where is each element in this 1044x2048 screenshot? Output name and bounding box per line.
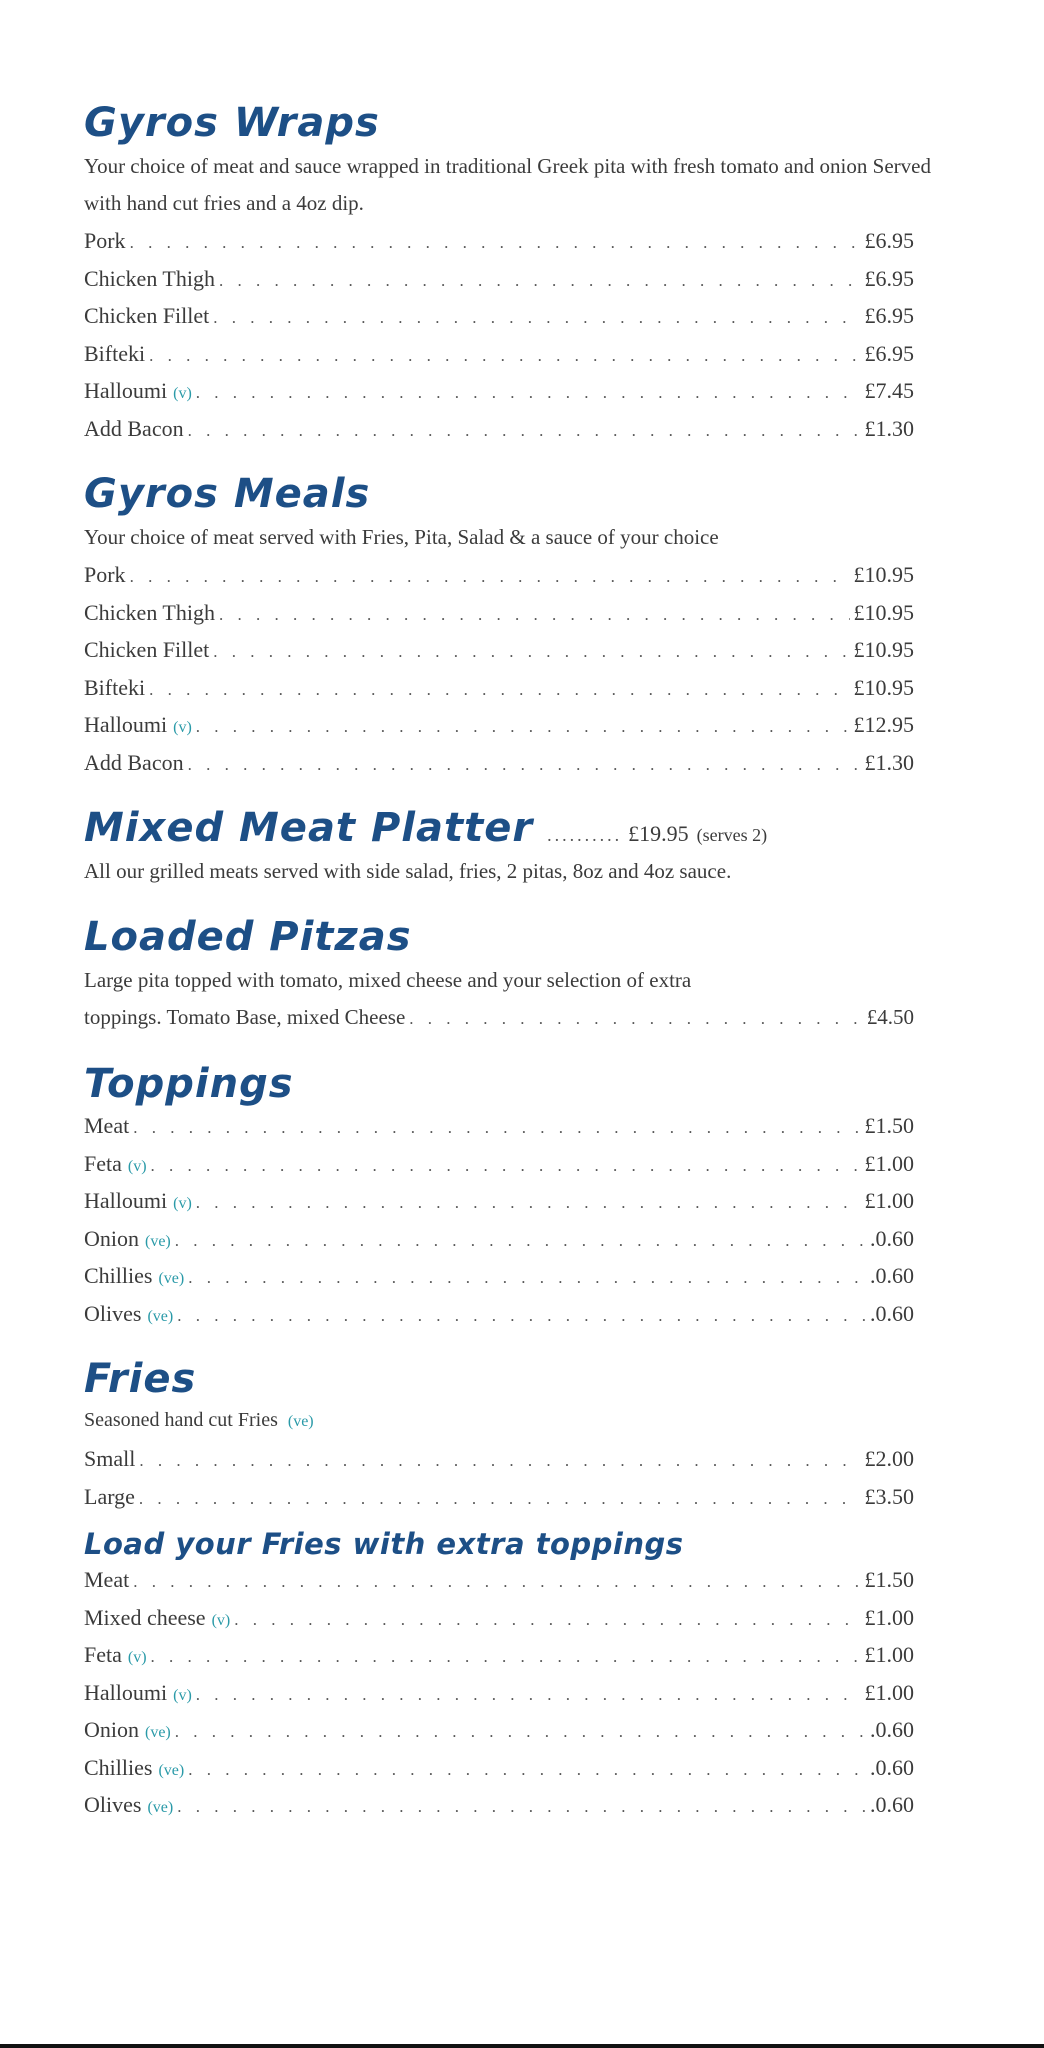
leader-dots (177, 1297, 866, 1335)
menu-item-price: £1.00 (864, 1188, 914, 1213)
menu-item-name: Add Bacon (84, 415, 184, 441)
menu-item-name: Olives (84, 1792, 142, 1817)
platter-serves: (serves 2) (696, 825, 768, 845)
menu-item-row (84, 1786, 914, 1824)
menu-item-row (84, 410, 914, 448)
menu-item-name: Bifteki (84, 674, 146, 700)
menu-item-name: Halloumi (84, 378, 168, 403)
menu-item-name: Onion (84, 1225, 139, 1251)
menu-item-row (84, 260, 914, 298)
menu-item-price: .0.60 (870, 1717, 914, 1742)
menu-item-price: £3.50 (864, 1483, 914, 1509)
menu-item-name: Feta (84, 1150, 122, 1176)
menu-item-row (84, 556, 914, 594)
menu-item-row (84, 372, 914, 410)
menu-item-price: £1.00 (864, 1604, 914, 1630)
pitza-price-line (84, 999, 914, 1037)
section-title: Loaded Pitzas (84, 914, 412, 960)
section-title: Mixed Meat Platter (84, 805, 534, 851)
menu-item-name: Chillies (84, 1263, 153, 1288)
pitza-base-text: toppings. Tomato Base, mixed Cheese (84, 1005, 406, 1029)
menu-item-price: £1.00 (864, 1679, 914, 1705)
leader-dots (213, 299, 860, 337)
diet-tag: (v) (127, 1157, 147, 1175)
menu-item-price: £10.95 (853, 599, 914, 625)
section-description: Large pita topped with tomato, mixed cheese and your selection of extra (84, 968, 692, 992)
leader-dots (196, 1676, 861, 1714)
menu-item-row (84, 669, 914, 707)
menu-item-row (84, 1440, 914, 1478)
menu-item-row (84, 1636, 914, 1674)
menu-item-price: £6.95 (864, 340, 914, 366)
diet-tag: (ve) (287, 1413, 314, 1430)
menu-item-price: £10.95 (853, 562, 914, 587)
menu-item-price: £1.30 (864, 749, 914, 775)
leader-dots (188, 412, 861, 450)
menu-item-row (84, 631, 914, 669)
platter-price: £19.95 (628, 821, 689, 846)
menu-item-row (84, 335, 914, 373)
leader-dots (175, 1713, 866, 1751)
menu-item-name: Halloumi (84, 1188, 168, 1213)
leader-dots (149, 671, 849, 709)
diet-tag: (v) (173, 1195, 192, 1212)
section-title: Fries (84, 1356, 197, 1402)
menu-item-price: £6.95 (864, 228, 914, 253)
leader-dots (139, 1442, 860, 1480)
diet-tag: (ve) (158, 1270, 185, 1287)
leader-dots (219, 596, 850, 634)
menu-item-price: £1.30 (864, 415, 914, 441)
menu-item-row (84, 1220, 914, 1258)
menu-item-price: £6.95 (864, 265, 914, 291)
section-title: Toppings (84, 1061, 294, 1107)
menu-item-name: Add Bacon (84, 749, 184, 775)
menu-item-price: £7.45 (864, 378, 914, 403)
menu-item-name: Large (84, 1483, 135, 1509)
diet-tag: (ve) (145, 1724, 171, 1741)
leader-dots (175, 1222, 866, 1260)
section-description: Your choice of meat served with Fries, Pita, Salad & a sauce of your choice (84, 525, 719, 549)
menu-item-row (84, 1674, 914, 1712)
menu-item-name: Chillies (84, 1754, 153, 1780)
menu-item-name: Chicken Fillet (84, 303, 210, 328)
menu-item-row (84, 1295, 914, 1333)
fries-note-text: Seasoned hand cut Fries (84, 1409, 278, 1431)
leader-dots (196, 1184, 861, 1222)
menu-list (84, 556, 964, 781)
toppings-section (84, 1061, 964, 1332)
menu-item-name: Halloumi (84, 712, 168, 737)
menu-list (84, 222, 964, 447)
menu-item-row (84, 706, 914, 744)
leader-dots (151, 1638, 861, 1676)
menu-item-price: .0.60 (870, 1263, 914, 1288)
section-title: Load your Fries with extra toppings (84, 1527, 684, 1561)
menu-item-name: Feta (84, 1642, 122, 1667)
leader-dots (133, 1563, 860, 1601)
menu-item-name: Meat (84, 1113, 130, 1138)
menu-item-name: Meat (84, 1567, 130, 1592)
load-fries-section (84, 1527, 964, 1824)
menu-item-name: Bifteki (84, 340, 146, 366)
leader-dots (188, 1751, 866, 1789)
leader-dots (409, 1000, 862, 1037)
fries-note (84, 1402, 964, 1440)
leader-dots (234, 1601, 860, 1639)
menu-item-row (84, 222, 914, 260)
diet-tag: (ve) (145, 1232, 171, 1250)
menu-item-price: £2.00 (864, 1446, 914, 1471)
diet-tag: (v) (211, 1611, 231, 1629)
menu-item-price: £10.95 (853, 637, 914, 662)
menu-item-row (84, 1561, 914, 1599)
leader-dots (196, 374, 861, 412)
gyros-wraps-section (84, 100, 964, 447)
menu-item-price: £1.00 (864, 1642, 914, 1667)
section-description: Your choice of meat and sauce wrapped in traditional Greek pita with fresh tomato and onion Served with hand cut fries and a 4oz dip. (84, 154, 931, 215)
menu-item-row (84, 1107, 914, 1145)
menu-list (84, 1440, 964, 1515)
menu-item-price: £12.95 (853, 712, 914, 737)
diet-tag: (v) (127, 1649, 147, 1666)
menu-item-price: £6.95 (864, 303, 914, 328)
page-bottom-border (0, 2044, 1044, 2048)
menu-item-name: Chicken Fillet (84, 637, 210, 662)
menu-item-price: £1.50 (864, 1567, 914, 1592)
menu-item-row (84, 1145, 914, 1183)
menu-item-row (84, 1711, 914, 1749)
leader-dots (196, 708, 850, 746)
menu-list (84, 1107, 964, 1332)
menu-item-row (84, 1182, 914, 1220)
menu-item-price: .0.60 (870, 1225, 914, 1251)
menu-item-name: Pork (84, 562, 126, 587)
menu-item-name: Mixed cheese (84, 1604, 206, 1630)
menu-item-name: Pork (84, 228, 126, 253)
menu-item-name: Olives (84, 1300, 142, 1326)
fries-section (84, 1356, 964, 1515)
menu-item-row (84, 1478, 914, 1516)
pitza-price: £4.50 (866, 1005, 914, 1029)
loaded-pitzas-section (84, 914, 964, 1037)
diet-tag: (ve) (147, 1799, 174, 1816)
platter-header (84, 805, 964, 851)
menu-item-price: £1.00 (864, 1150, 914, 1176)
leader-dots (213, 633, 849, 671)
menu-item-name: Chicken Thigh (84, 599, 215, 625)
menu-item-price: .0.60 (870, 1792, 914, 1817)
menu-page (84, 100, 964, 1848)
menu-item-price: .0.60 (870, 1300, 914, 1326)
menu-item-row (84, 1257, 914, 1295)
menu-item-name: Halloumi (84, 1679, 168, 1705)
section-description: All our grilled meats served with side salad, fries, 2 pitas, 8oz and 4oz sauce. (84, 859, 732, 883)
leader-dots (219, 262, 861, 300)
section-title: Gyros Wraps (84, 100, 380, 146)
section-title: Gyros Meals (84, 471, 371, 517)
diet-tag: (ve) (147, 1307, 174, 1325)
leader-dots (133, 1109, 860, 1147)
leader-dots (130, 558, 850, 596)
leader-dots (149, 337, 860, 375)
gyros-meals-section (84, 471, 964, 781)
leader-dots (130, 224, 861, 262)
diet-tag: (ve) (158, 1761, 185, 1779)
leader-dots (188, 1259, 866, 1297)
leader-dots (151, 1147, 861, 1185)
menu-item-row (84, 297, 914, 335)
menu-item-row (84, 1599, 914, 1637)
menu-item-row (84, 744, 914, 782)
menu-item-price: £1.50 (864, 1113, 914, 1138)
diet-tag: (v) (173, 385, 192, 402)
menu-item-row (84, 1749, 914, 1787)
menu-item-price: .0.60 (870, 1754, 914, 1780)
menu-item-name: Onion (84, 1717, 139, 1742)
menu-item-name: Small (84, 1446, 136, 1471)
diet-tag: (v) (173, 1686, 192, 1704)
leader-dots: .......... (547, 825, 623, 845)
menu-item-name: Chicken Thigh (84, 265, 215, 291)
menu-item-price: £10.95 (853, 674, 914, 700)
diet-tag: (v) (173, 719, 192, 736)
menu-list (84, 1561, 964, 1824)
menu-item-row (84, 594, 914, 632)
mixed-meat-platter-section (84, 805, 964, 890)
leader-dots (177, 1788, 866, 1826)
leader-dots (188, 746, 861, 784)
leader-dots (139, 1480, 861, 1518)
